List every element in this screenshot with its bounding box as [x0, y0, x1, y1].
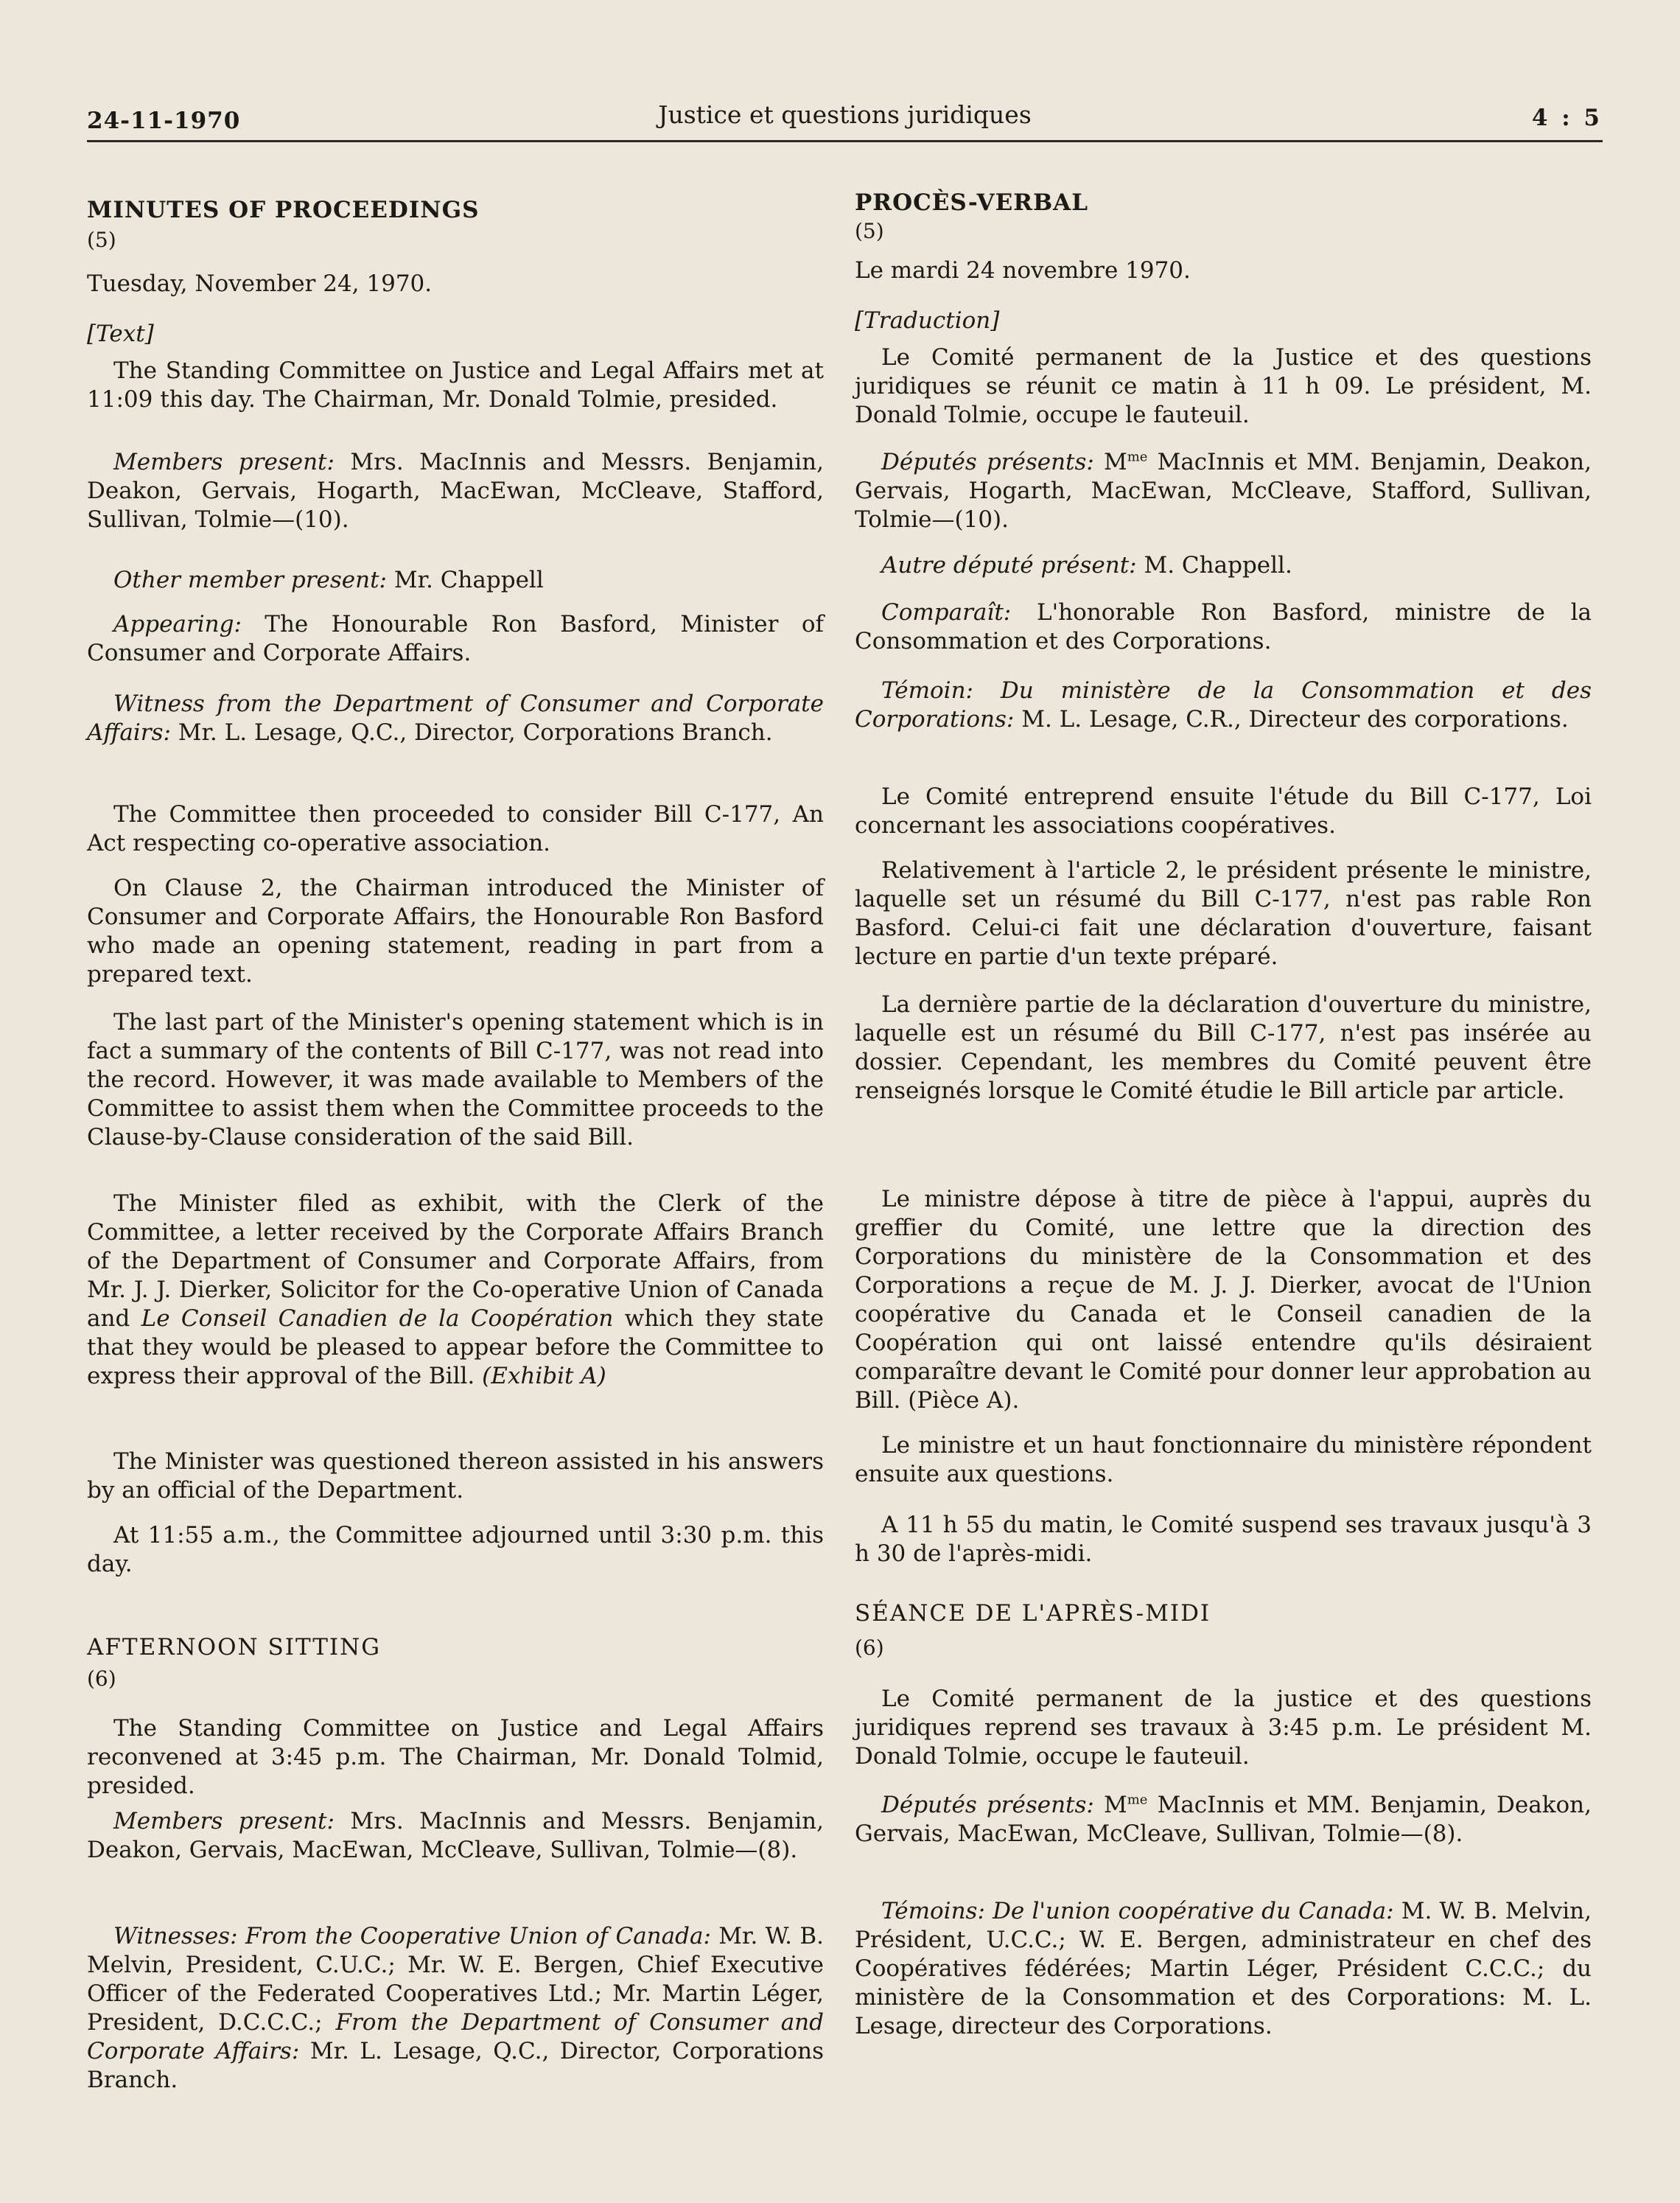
- paragraph: The Minister was questioned thereon assisted in his answers by an official of the Department.: [87, 1448, 824, 1504]
- paragraph: The Standing Committee on Justice and Legal Affairs met at 11:09 this day. The Chairman, Mr. Donald Tolmie, presided.: [87, 357, 824, 413]
- exhibit-ref: (Exhibit A): [482, 1363, 606, 1389]
- header-date: 24-11-1970: [87, 108, 241, 134]
- section-heading: PROCÈS-VERBAL: [855, 189, 1089, 216]
- paragraph: On Clause 2, the Chairman introduced the Minister of Consumer and Corporate Affairs, the Honourable Ron Basford who made an opening statement, reading in part from a prepared text.: [87, 875, 824, 988]
- appearing: [87, 610, 824, 668]
- label: Appearing:: [113, 611, 242, 638]
- text: which they state that they would be pleased to appear before the Committee to express their approval of the Bill.: [87, 1305, 824, 1389]
- text: The Minister filed as exhibit, with the Clerk of the Committee, a letter received by the Corporate Affairs Branch of the Department of Consumer and Corporate Affairs, from Mr. J. J. Dierker, Solicitor for the Co-operative Union of Canada and: [87, 1190, 824, 1332]
- witness-text: M. L. Lesage, C.R., Directeur des corporations.: [1014, 706, 1569, 733]
- witness: [855, 677, 1592, 734]
- text-tag: [Text]: [87, 321, 154, 347]
- witnesses-text: M. W. B. Melvin, Président, U.C.C.; W. E. Bergen, administrateur en chef des Coopératives fédérées; Martin Léger, Président C.C.C.; du ministère de la Consommation et des Corporations: M. L. Lesage, directeur des Corporations.: [855, 1898, 1592, 2039]
- label: Witnesses: From the Cooperative Union of Canada:: [113, 1923, 711, 1949]
- paragraph: At 11:55 a.m., the Committee adjourned until 3:30 p.m. this day.: [87, 1522, 824, 1577]
- label: Députés présents:: [881, 449, 1094, 475]
- section-heading: SÉANCE DE L'APRÈS-MIDI: [855, 1600, 1211, 1627]
- appearing-text: The Honourable Ron Basford, Minister of Consumer and Corporate Affairs.: [87, 611, 824, 666]
- meeting-date: Le mardi 24 novembre 1970.: [855, 257, 1191, 284]
- label: Témoin: Du ministère de la Consommation et des Corporations:: [855, 677, 1592, 733]
- paragraph: A 11 h 55 du matin, le Comité suspend ses travaux jusqu'à 3 h 30 de l'après-midi.: [855, 1512, 1592, 1567]
- paragraph: Le ministre dépose à titre de pièce à l'appui, auprès du greffier du Comité, une lettre que la direction des Corporations du ministère de la Consommation et des Corporations a reçue de M. J. J. Dierker, avocat de l'Union coopérative du Canada et le Conseil canadien de la Coopération qui ont laissé entendre qu'ils désiraient comparaître devant le Comité pour donner leur approbation au Bill. (Pièce A).: [855, 1186, 1592, 1414]
- label: Comparaît:: [881, 599, 1012, 626]
- text-italic: Le Conseil Canadien de la Coopération: [141, 1305, 614, 1332]
- paragraph: Relativement à l'article 2, le président présente le ministre, laquelle set un résumé du Bill C-177, n'est pas rable Ron Basford. Celui-ci fait une déclaration d'ouverture, faisant lecture en partie d'un texte préparé.: [855, 857, 1592, 970]
- witness: [87, 690, 824, 747]
- label: Other member present:: [113, 567, 387, 593]
- members-list: MacInnis et MM. Benjamin, Deakon, Gervais, MacEwan, McCleave, Sullivan, Tolmie—(8).: [855, 1792, 1592, 1847]
- witnesses: [87, 1922, 824, 2095]
- label: Députés présents:: [881, 1792, 1094, 1818]
- paragraph: The last part of the Minister's opening statement which is in fact a summary of the contents of Bill C-177, was not read into the record. However, it was made available to Members of the Committee to assist them when the Committee proceeds to the Clause-by-Clause consideration of the said Bill.: [87, 1009, 824, 1151]
- members-list: Mrs. MacInnis and Messrs. Benjamin, Deakon, Gervais, MacEwan, McCleave, Sullivan, Tolmie—(8).: [87, 1808, 824, 1863]
- meeting-date: Tuesday, November 24, 1970.: [87, 270, 433, 297]
- label: Autre député présent:: [881, 552, 1137, 579]
- text: M: [1093, 449, 1127, 475]
- header-title: Justice et questions juridiques: [658, 100, 1032, 129]
- label: Témoins: De l'union coopérative du Canada:: [881, 1898, 1394, 1924]
- section-heading: MINUTES OF PROCEEDINGS: [87, 197, 480, 223]
- section-number: (6): [87, 1666, 116, 1691]
- other-member: [855, 551, 1592, 580]
- section-number: (5): [87, 228, 116, 252]
- other-member-name: Mr. Chappell: [387, 567, 544, 593]
- witness-text: Mr. L. Lesage, Q.C., Director, Corporations Branch.: [170, 719, 773, 746]
- paragraph: The Standing Committee on Justice and Legal Affairs reconvened at 3:45 p.m. The Chairman, Mr. Donald Tolmid, presided.: [87, 1715, 824, 1799]
- paragraph: Le Comité permanent de la Justice et des questions juridiques se réunit ce matin à 11 h 09. Le président, M. Donald Tolmie, occupe le fauteuil.: [855, 344, 1592, 428]
- text: M: [1093, 1792, 1127, 1818]
- label: From the Department of Consumer and Corporate Affairs:: [87, 2009, 824, 2064]
- label: Members present:: [113, 1808, 335, 1834]
- section-heading: AFTERNOON SITTING: [87, 1634, 382, 1661]
- superscript: me: [1127, 449, 1148, 465]
- other-member: [87, 566, 824, 595]
- members-present: [87, 448, 824, 534]
- appearing-text: L'honorable Ron Basford, ministre de la Consommation et des Corporations.: [855, 599, 1592, 654]
- witnesses: [855, 1897, 1592, 2041]
- superscript: me: [1127, 1792, 1148, 1808]
- members-list: Mrs. MacInnis and Messrs. Benjamin, Deakon, Gervais, Hogarth, MacEwan, McCleave, Stafford, Sullivan, Tolmie—(10).: [87, 449, 824, 533]
- members-present: [87, 1807, 824, 1865]
- other-member-name: M. Chappell.: [1136, 552, 1292, 579]
- text-tag: [Traduction]: [855, 307, 1000, 334]
- section-number: (6): [855, 1635, 884, 1660]
- running-header: [87, 96, 1603, 142]
- header-page-number: 4 : 5: [1531, 105, 1603, 131]
- section-number: (5): [855, 219, 884, 243]
- witnesses-text: Mr. W. B. Melvin, President, C.U.C.; Mr. W. E. Bergen, Chief Executive Officer of the Federated Cooperatives Ltd.; Mr. Martin Léger, President, D.C.C.C.;: [87, 1923, 824, 2036]
- paragraph: The Committee then proceeded to consider Bill C-177, An Act respecting co-operative association.: [87, 801, 824, 856]
- label: Witness from the Department of Consumer and Corporate Affairs:: [87, 691, 824, 746]
- members-present: [855, 1791, 1592, 1848]
- members-present: [855, 448, 1592, 534]
- paragraph: Le Comité entreprend ensuite l'étude du Bill C-177, Loi concernant les associations coopératives.: [855, 783, 1592, 839]
- appearing: [855, 598, 1592, 656]
- paragraph: Le Comité permanent de la justice et des questions juridiques reprend ses travaux à 3:45 p.m. Le président M. Donald Tolmie, occupe le fauteuil.: [855, 1686, 1592, 1770]
- members-list: MacInnis et MM. Benjamin, Deakon, Gervais, Hogarth, MacEwan, McCleave, Stafford, Sullivan, Tolmie—(10).: [855, 449, 1592, 533]
- witnesses-text: Mr. L. Lesage, Q.C., Director, Corporations Branch.: [87, 2038, 824, 2093]
- paragraph: La dernière partie de la déclaration d'ouverture du ministre, laquelle est un résumé du Bill C-177, n'est pas insérée au dossier. Cependant, les membres du Comité peuvent être renseignés lorsque le Comité étudie le Bill article par article.: [855, 991, 1592, 1104]
- paragraph: Le ministre et un haut fonctionnaire du ministère répondent ensuite aux questions.: [855, 1432, 1592, 1487]
- paragraph: [87, 1190, 824, 1391]
- label: Members present:: [113, 449, 335, 475]
